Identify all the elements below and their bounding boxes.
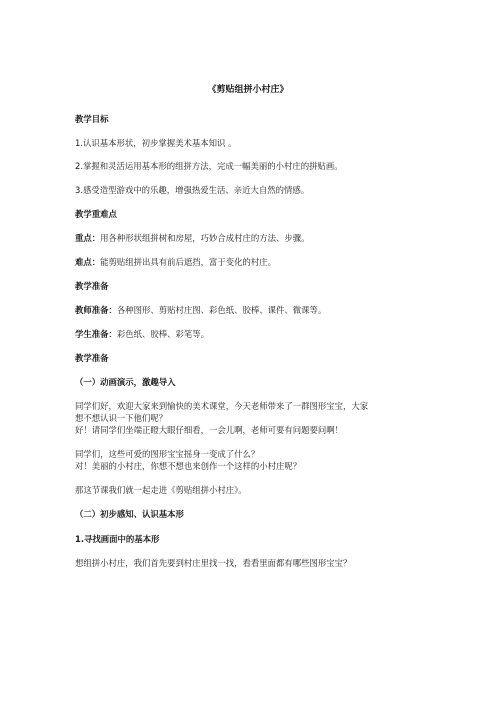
objective-item: 3.感受造型游戏中的乐趣，增强热爱生活、亲近大自然的情感。 [75, 185, 310, 195]
paragraph-line: 同学们，这些可爱的图形宝宝摇身一变成了什么？ [75, 449, 260, 459]
teacher-prep-line [75, 304, 425, 317]
difficulty-line [75, 256, 425, 269]
key-points-heading: 教学重难点 [75, 209, 117, 219]
difficulty-text: 能剪贴组拼出具有前后遮挡，富于变化的村庄。 [100, 257, 276, 267]
student-prep-lead: 学生准备： [75, 329, 117, 339]
section2-heading: （二）初步感知、认识基本形 [75, 509, 184, 519]
section1-heading: （一）动画演示，激趣导入 [75, 377, 176, 387]
paragraph-line: 好！请同学们坐端正瞪大眼仔细看，一会儿啊，老师可要有问题要问啊！ [75, 425, 343, 435]
paragraph-line: 那这节课我们就一起走进《剪贴组拼小村庄》。 [75, 485, 247, 495]
key-point-line [75, 232, 425, 245]
teacher-prep-text: 各种图形、剪贴村庄图、彩色纸、胶棒、课件、微课等。 [116, 305, 327, 315]
objective-item: 1.认识基本形状，初步掌握美术基本知识 。 [75, 138, 237, 148]
paragraph-line: 同学们好，欢迎大家来到愉快的美术课堂，今天老师带来了一群图形宝宝，大家 [75, 401, 369, 411]
objective-item: 2.掌握和灵活运用基本形的组拼方法，完成一幅美丽的小村庄的拼贴画。 [75, 161, 343, 171]
document-title: 《剪贴组拼小村庄》 [207, 85, 289, 95]
paragraph-line: 想不想认识一下他们呢？ [75, 413, 168, 423]
process-heading: 教学准备 [75, 353, 109, 363]
key-point-text: 用各种形状组拼树和房屋，巧妙合成村庄的方法、步骤。 [100, 233, 310, 243]
paragraph-line: 想组拼小村庄，我们首先要到村庄里找一找，看看里面都有哪些图形宝宝？ [75, 558, 352, 568]
prep-heading: 教学准备 [75, 281, 109, 291]
difficulty-lead: 难点： [75, 257, 101, 267]
paragraph-line: 对！美丽的小村庄，你想不想也来创作一个这样的小村庄呢？ [75, 461, 302, 471]
objectives-heading: 教学目标 [75, 114, 109, 124]
subsection1-heading: 1.寻找画面中的基本形 [75, 534, 160, 544]
key-point-lead: 重点： [75, 233, 101, 243]
teacher-prep-lead: 教师准备： [75, 305, 117, 315]
student-prep-text: 彩色纸、胶棒、彩笔等。 [116, 329, 209, 339]
student-prep-line [75, 328, 425, 341]
